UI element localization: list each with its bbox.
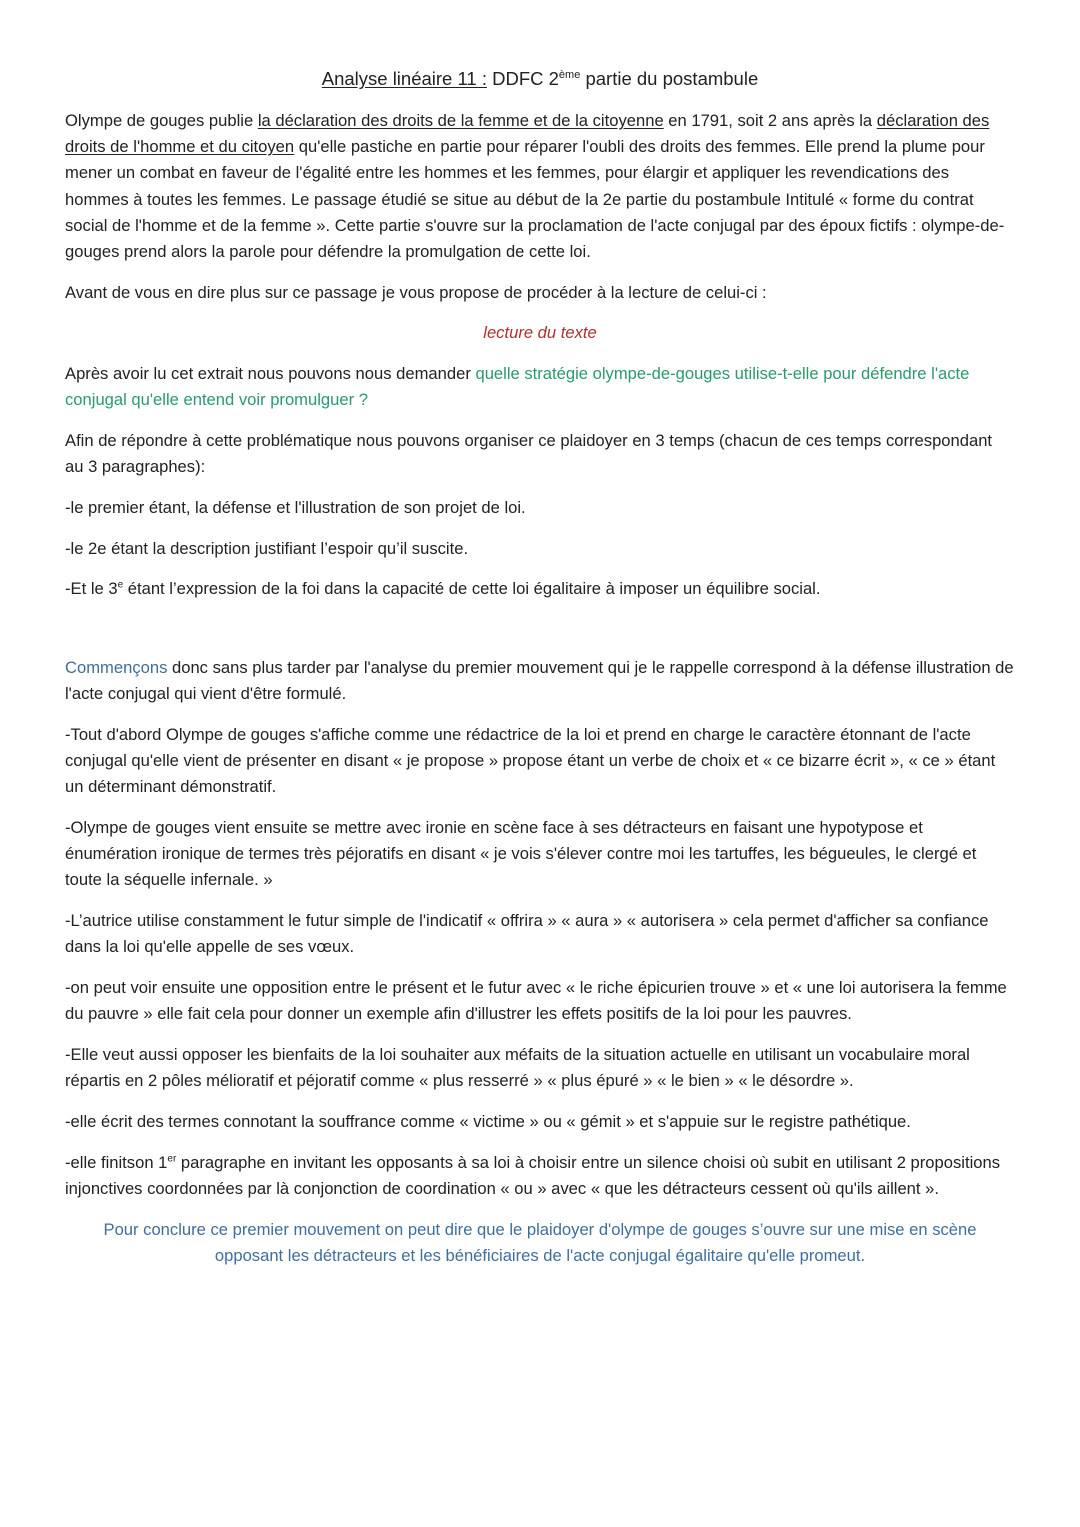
analysis-point-5: -Elle veut aussi opposer les bienfaits de la loi souhaiter aux méfaits de la situation actuelle en utilisant un vocabulaire moral répartis en 2 pôles mélioratif et péjoratif comme « plus resserré » « plus épuré » « le bien » « le désordre ». — [65, 1044, 970, 1091]
intro-underlined-ddfc: la déclaration des droits de la femme et de la citoyenne — [257, 111, 664, 130]
plan-intro-paragraph: Afin de répondre à cette problématique nous pouvons organiser ce plaidoyer en 3 temps (chacun de ces temps correspondant au 3 paragraphes): — [65, 431, 993, 477]
plan-item-2: -le 2e étant la description justifiant l’espoir qu’il suscite. — [65, 538, 469, 558]
section-spacer — [65, 617, 1015, 655]
question-paragraph — [65, 361, 1015, 413]
start-text: donc sans plus tarder par l'analyse du premier mouvement qui je le rappelle correspond à la défense illustration de l'acte conjugal qui vient d'être formulé. — [65, 658, 1014, 704]
plan-item-3 — [65, 576, 1015, 602]
start-keyword: Commençons — [65, 658, 168, 678]
question-lead: Après avoir lu cet extrait nous pouvons nous demander — [65, 364, 476, 384]
conclusion-paragraph: Pour conclure ce premier mouvement on peut dire que le plaidoyer d'olympe de gouges s’ouvre sur une mise en scène opposant les détracteurs et les bénéficiaires de l'acte conjugal égalitaire qu'elle promeut. — [103, 1219, 977, 1265]
title-superscript: ème — [558, 68, 581, 81]
document-page — [65, 64, 1015, 1283]
intro-text-3: qu'elle pastiche en partie pour réparer l'oubli des droits des femmes. Elle prend la plume pour mener un combat en faveur de l'égalité entre les hommes et les femmes, pour élargir et appliquer les revendications des hommes à toutes les femmes. Le passage étudié se situe au début de la 2e partie du postambule Intitulé « forme du contrat social de l'homme et de la femme ». Cette partie s'ouvre sur la proclamation de l'acte conjugal par des époux fictifs : olympe-de-gouges prend alors la parole pour défendre la promulgation de cette loi. — [65, 137, 1005, 262]
analysis-point-3: -L’autrice utilise constamment le futur simple de l'indicatif « offrira » « aura » « autorisera » cela permet d'afficher sa confiance dans la loi qu'elle appelle de ses vœux. — [65, 911, 989, 957]
analysis-point-1: -Tout d'abord Olympe de gouges s'affiche comme une rédactrice de la loi et prend en charge le caractère étonnant de l'acte conjugal qu'elle vient de présenter en disant « je propose » propose étant un verbe de choix et « ce bizarre écrit », « ce » étant un déterminant démonstratif. — [65, 724, 996, 797]
plan-item-3-start: -Et le 3 — [65, 579, 118, 599]
plan-item-3-end: étant l’expression de la foi dans la capacité de cette loi égalitaire à imposer un équilibre social. — [123, 579, 821, 599]
analysis-point-6: -elle écrit des termes connotant la souffrance comme « victime » ou « gémit » et s'appuie sur le registre pathétique. — [65, 1111, 911, 1131]
title-main: DDFC 2 — [486, 68, 559, 89]
reading-label: lecture du texte — [483, 323, 597, 343]
intro-text-1: Olympe de gouges publie — [65, 111, 258, 130]
start-paragraph — [65, 655, 1015, 707]
page-title — [65, 64, 1015, 94]
analysis-point-7-end: paragraphe en invitant les opposants à sa loi à choisir entre un silence choisi où subit en utilisant 2 propositions injonctives coordonnées par là conjonction de coordination « ou » avec « que les détracteurs cessent où qu'ils aillent ». — [65, 1152, 1001, 1198]
analysis-point-7-sup: er — [167, 1153, 177, 1165]
analysis-point-7-start: -elle finitson 1 — [65, 1152, 168, 1172]
intro-text-2: en 1791, soit 2 ans après la — [663, 111, 877, 130]
plan-item-1: -le premier étant, la défense et l'illustration de son projet de loi. — [65, 497, 526, 517]
problematic-highlight: quelle stratégie olympe-de-gouges utilise-t-elle pour défendre l'acte conjugal qu'elle entend voir promulguer ? — [65, 364, 970, 410]
plan-item-3-sup: e — [117, 579, 124, 591]
title-prefix: Analyse linéaire 11 : — [321, 68, 487, 89]
analysis-point-2: -Olympe de gouges vient ensuite se mettre avec ironie en scène face à ses détracteurs en faisant une hypotypose et énumération ironique de termes très péjoratifs en disant « je vois s'élever contre moi les tartuffes, les bégueules, le clergé et toute la séquelle infernale. » — [65, 818, 977, 890]
title-suffix: partie du postambule — [580, 68, 759, 89]
intro-underlined-ddhc: déclaration des droits de l'homme et du citoyen — [65, 111, 990, 157]
intro-paragraph — [65, 108, 1015, 265]
analysis-point-7 — [65, 1150, 1015, 1202]
analysis-point-4: -on peut voir ensuite une opposition entre le présent et le futur avec « le riche épicurien trouve » et « une loi autorisera la femme du pauvre » elle fait cela pour donner un exemple afin d'illustrer les effets positifs de la loi pour les pauvres. — [65, 978, 1007, 1024]
before-reading-paragraph: Avant de vous en dire plus sur ce passage je vous propose de procéder à la lecture de celui-ci : — [65, 282, 767, 302]
